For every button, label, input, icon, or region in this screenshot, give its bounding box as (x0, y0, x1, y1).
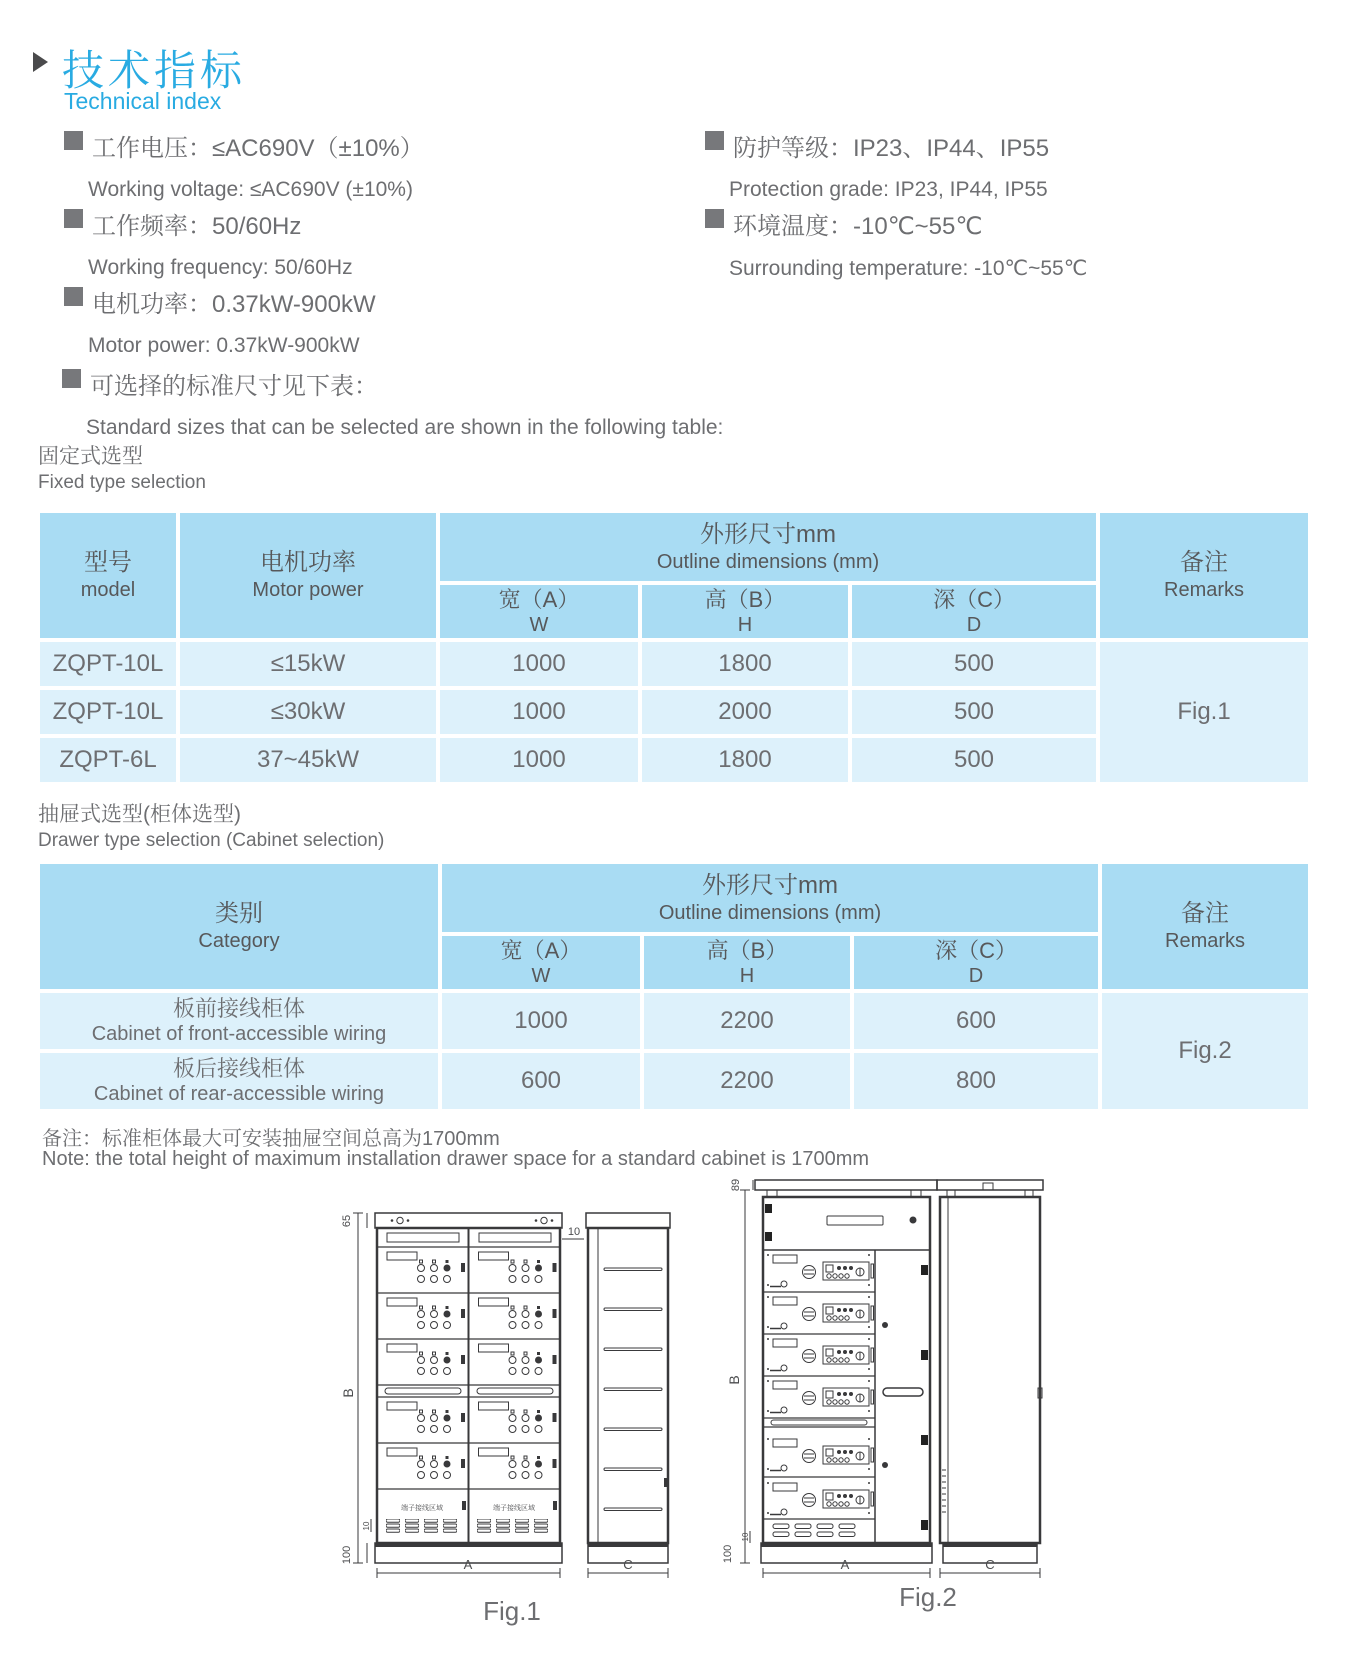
page-title: 技术指标 (62, 47, 247, 94)
cell-height: 2200 (642, 1051, 852, 1111)
section-drawer-label-en: Drawer type selection (Cabinet selection) (38, 830, 385, 851)
bullet-square-icon (64, 131, 83, 150)
spec-item-working-voltage (64, 128, 424, 202)
cell-depth: 500 (850, 688, 1098, 736)
fixed-type-table (38, 511, 1310, 784)
cell-remarks: Fig.1 (1098, 640, 1310, 784)
cell-model: ZQPT-10L (38, 640, 178, 688)
spec-item-protection-grade (705, 128, 1049, 202)
fig2-dim-B: B (726, 1375, 742, 1385)
cell-depth: 500 (850, 640, 1098, 688)
spec-item-motor-power (64, 284, 376, 358)
col-header-motor-power: 电机功率 Motor power (178, 511, 438, 640)
fig1-terminal-label: 端子接线区域 (493, 1505, 535, 1512)
fig1-terminal-label: 端子接线区域 (401, 1505, 443, 1512)
cell-depth: 500 (850, 736, 1098, 784)
cell-width: 600 (440, 1051, 642, 1111)
cell-width: 1000 (438, 688, 640, 736)
fig2-dim-C: C (985, 1557, 995, 1572)
fig1-dim-B: B (340, 1388, 356, 1398)
fig1-dim-A: A (463, 1557, 473, 1572)
fig2-drawing (715, 1170, 1060, 1610)
bullet-square-icon (64, 209, 83, 228)
cell-width: 1000 (440, 991, 642, 1051)
col-header-height: 高（B） H (640, 583, 850, 640)
spec-en: Standard sizes that can be selected are shown in the following table: (86, 416, 724, 439)
spec-cn: 防护等级：IP23、IP44、IP55 (733, 135, 1050, 162)
cell-height: 1800 (640, 640, 850, 688)
table-row (38, 640, 1310, 688)
spec-en: Working voltage: ≤AC690V (±10%) (88, 178, 413, 201)
spec-en: Working frequency: 50/60Hz (88, 256, 353, 279)
fig2-dim-10: 10 (741, 1532, 750, 1542)
note-en: Note: the total height of maximum installation drawer space for a standard cabinet is 1700mm (42, 1148, 870, 1170)
spec-en: Motor power: 0.37kW-900kW (88, 334, 360, 357)
col-header-width: 宽（A） W (440, 934, 642, 991)
fig2-dim-A: A (840, 1557, 850, 1572)
col-header-outline-dimensions: 外形尺寸mm Outline dimensions (mm) (440, 862, 1100, 934)
drawer-type-table (38, 862, 1310, 1111)
col-header-remarks: 备注 Remarks (1100, 862, 1310, 991)
spec-cn: 环境温度：-10℃~55℃ (733, 213, 983, 240)
cell-height: 2000 (640, 688, 850, 736)
spec-en: Protection grade: IP23, IP44, IP55 (729, 178, 1048, 201)
col-header-remarks: 备注 Remarks (1098, 511, 1310, 640)
fig2-caption: Fig.2 (899, 1582, 957, 1612)
cell-width: 1000 (438, 736, 640, 784)
col-header-category: 类别 Category (38, 862, 440, 991)
cell-width: 1000 (438, 640, 640, 688)
fig1-dim-65: 65 (341, 1214, 353, 1228)
bullet-square-icon (705, 209, 724, 228)
bullet-square-icon (705, 131, 724, 150)
spec-cn: 工作电压：≤AC690V（±10%） (92, 135, 424, 162)
cell-height: 1800 (640, 736, 850, 784)
cell-depth: 800 (852, 1051, 1100, 1111)
section-fixed-label-en: Fixed type selection (38, 472, 206, 493)
spec-item-standard-sizes (62, 366, 723, 440)
cell-model: ZQPT-10L (38, 688, 178, 736)
cell-category: 板后接线柜体 Cabinet of rear-accessible wiring (38, 1051, 440, 1111)
fig1-dim-10-bottom: 10 (362, 1521, 371, 1531)
fig1-dim-10-top: 10 (567, 1226, 581, 1238)
note-cn: 备注：标准柜体最大可安装抽屉空间总高为1700mm (42, 1128, 500, 1150)
cell-power: 37~45kW (178, 736, 438, 784)
cell-category: 板前接线柜体 Cabinet of front-accessible wiring (38, 991, 440, 1051)
section-arrow-icon (33, 52, 48, 72)
section-drawer-label-cn: 抽屉式选型(柜体选型) (38, 803, 241, 826)
col-header-depth: 深（C） D (850, 583, 1098, 640)
fig1-drawing (340, 1185, 680, 1610)
spec-cn: 工作频率：50/60Hz (92, 213, 302, 240)
table-row (38, 991, 1310, 1051)
cell-height: 2200 (642, 991, 852, 1051)
cell-model: ZQPT-6L (38, 736, 178, 784)
cell-power: ≤15kW (178, 640, 438, 688)
col-header-depth: 深（C） D (852, 934, 1100, 991)
fig1-dim-100: 100 (341, 1545, 353, 1565)
fig2-dim-100: 100 (722, 1544, 734, 1564)
spec-cn: 可选择的标准尺寸见下表： (90, 373, 378, 400)
bullet-square-icon (64, 287, 83, 306)
spec-en: Surrounding temperature: -10℃~55℃ (729, 257, 1088, 280)
bullet-square-icon (62, 369, 81, 388)
col-header-outline-dimensions: 外形尺寸mm Outline dimensions (mm) (438, 511, 1098, 583)
fig1-caption: Fig.1 (483, 1596, 541, 1626)
col-header-model: 型号 model (38, 511, 178, 640)
page-subtitle: Technical index (64, 88, 222, 114)
cell-power: ≤30kW (178, 688, 438, 736)
cell-depth: 600 (852, 991, 1100, 1051)
spec-item-working-frequency (64, 206, 353, 280)
spec-cn: 电机功率：0.37kW-900kW (92, 291, 376, 318)
section-fixed-label-cn: 固定式选型 (38, 445, 143, 468)
col-header-height: 高（B） H (642, 934, 852, 991)
cell-remarks: Fig.2 (1100, 991, 1310, 1111)
col-header-width: 宽（A） W (438, 583, 640, 640)
fig2-dim-89: 89 (730, 1178, 742, 1192)
spec-item-surrounding-temperature (705, 206, 1087, 281)
fig1-dim-C: C (623, 1557, 633, 1572)
